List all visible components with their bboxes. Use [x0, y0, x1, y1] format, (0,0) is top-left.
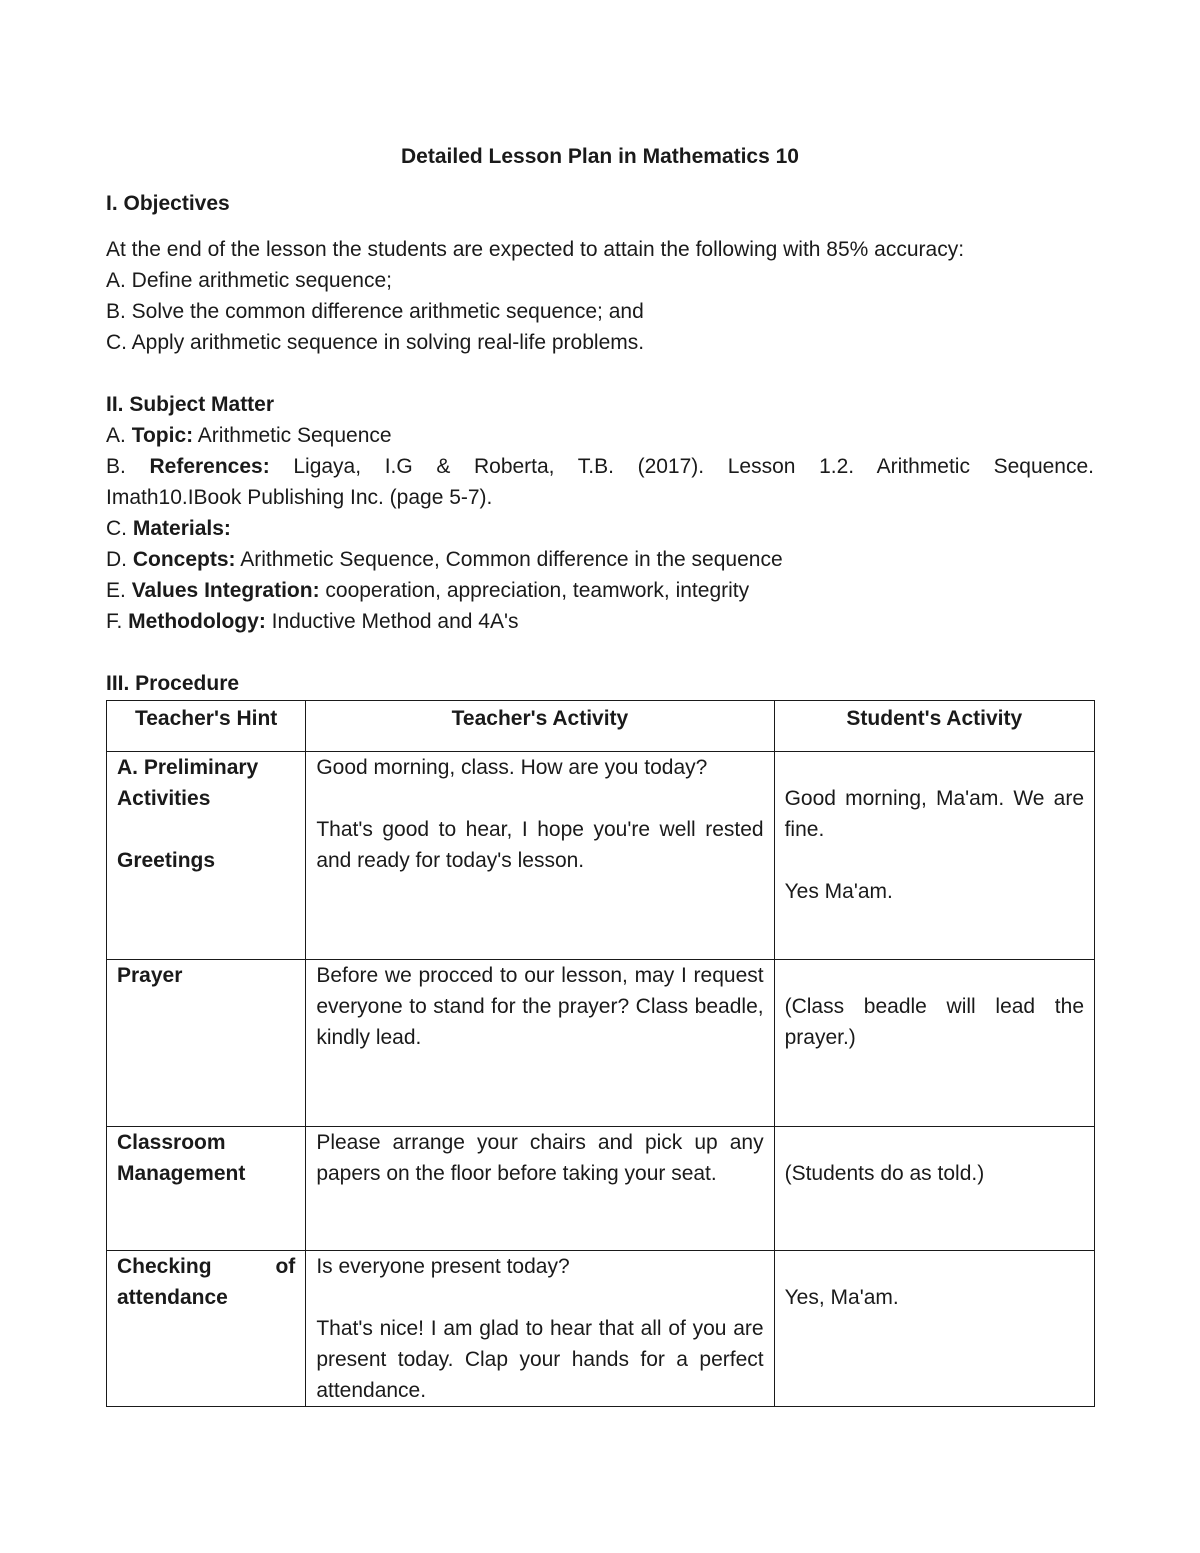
hint-text: Prayer	[117, 964, 183, 987]
hint-text: Greetings	[117, 849, 216, 872]
table-header-row	[107, 701, 1095, 752]
concepts-line	[106, 544, 1094, 575]
objectives-intro: At the end of the lesson the students are expected to attain the following with 85% accuracy:	[106, 238, 965, 261]
hint-cell	[107, 1251, 306, 1407]
teacher-activity-cell	[306, 1251, 774, 1407]
student-activity-cell	[774, 752, 1094, 960]
objectives-heading: I. Objectives	[106, 192, 230, 215]
objective-item: A. Define arithmetic sequence;	[106, 269, 392, 292]
subject-matter-section	[106, 389, 1094, 637]
methodology-value: Inductive Method and 4A's	[265, 610, 519, 633]
table-row	[107, 960, 1095, 1127]
document-title: Detailed Lesson Plan in Mathematics 10	[401, 145, 799, 168]
references-label: References:	[149, 455, 270, 478]
topic-line	[106, 420, 1094, 451]
materials-prefix: C.	[106, 517, 133, 540]
concepts-label: Concepts:	[132, 548, 236, 571]
values-prefix: E.	[106, 579, 132, 602]
topic-value: Arithmetic Sequence	[193, 424, 392, 447]
topic-prefix: A.	[106, 424, 132, 447]
table-row	[107, 1127, 1095, 1251]
student-text: (Class beadle will lead the prayer.)	[784, 995, 1084, 1049]
table-row	[107, 752, 1095, 960]
teacher-activity-cell	[306, 1127, 774, 1251]
hint-text: Checking of attendance	[117, 1255, 296, 1309]
hint-cell	[107, 1127, 306, 1251]
procedure-table	[106, 700, 1095, 1407]
references-prefix: B.	[106, 455, 150, 478]
hint-text: Classroom Management	[117, 1131, 246, 1185]
student-activity-cell	[774, 1127, 1094, 1251]
procedure-heading: III. Procedure	[106, 672, 240, 695]
hint-cell	[107, 752, 306, 960]
teacher-activity-cell	[306, 960, 774, 1127]
subject-matter-heading: II. Subject Matter	[106, 393, 275, 416]
objective-item: C. Apply arithmetic sequence in solving real-life problems.	[106, 331, 645, 354]
methodology-line	[106, 606, 1094, 637]
objectives-section	[106, 188, 1094, 358]
objective-item: B. Solve the common difference arithmetic sequence; and	[106, 300, 644, 323]
teacher-text: Is everyone present today?	[316, 1255, 570, 1278]
teacher-activity-cell	[306, 752, 774, 960]
student-text: Yes Ma'am.	[784, 880, 893, 903]
student-text: Good morning, Ma'am. We are fine.	[784, 787, 1084, 841]
student-activity-cell	[774, 1251, 1094, 1407]
student-text: Yes, Ma'am.	[784, 1286, 899, 1309]
student-activity-cell	[774, 960, 1094, 1127]
materials-label: Materials:	[132, 517, 231, 540]
hint-cell	[107, 960, 306, 1127]
teacher-text: That's nice! I am glad to hear that all of you are present today. Clap your hands for a perfect attendance.	[316, 1317, 764, 1402]
teacher-text: Good morning, class. How are you today?	[316, 756, 708, 779]
topic-label: Topic:	[131, 424, 194, 447]
column-header: Teacher's Hint	[107, 701, 306, 752]
column-header: Teacher's Activity	[306, 701, 774, 752]
values-value: cooperation, appreciation, teamwork, integrity	[319, 579, 750, 602]
student-text: (Students do as told.)	[784, 1162, 985, 1185]
materials-line	[106, 513, 1094, 544]
concepts-value: Arithmetic Sequence, Common difference in the sequence	[235, 548, 783, 571]
values-line	[106, 575, 1094, 606]
teacher-text: Before we procced to our lesson, may I request everyone to stand for the prayer? Class beadle, kindly lead.	[316, 964, 764, 1049]
column-header: Student's Activity	[774, 701, 1094, 752]
teacher-text: Please arrange your chairs and pick up any papers on the floor before taking your seat.	[316, 1131, 764, 1185]
references-line-2: Imath10.IBook Publishing Inc. (page 5-7).	[106, 486, 493, 509]
methodology-prefix: F.	[106, 610, 129, 633]
concepts-prefix: D.	[106, 548, 133, 571]
procedure-section	[106, 668, 1094, 699]
references-value: Ligaya, I.G & Roberta, T.B. (2017). Lesson 1.2. Arithmetic Sequence.	[269, 455, 1094, 478]
teacher-text: That's good to hear, I hope you're well rested and ready for today's lesson.	[316, 818, 764, 872]
hint-text: A. Preliminary Activities	[117, 756, 259, 810]
values-label: Values Integration:	[131, 579, 320, 602]
references-line	[106, 451, 1094, 482]
table-row	[107, 1251, 1095, 1407]
methodology-label: Methodology:	[128, 610, 266, 633]
